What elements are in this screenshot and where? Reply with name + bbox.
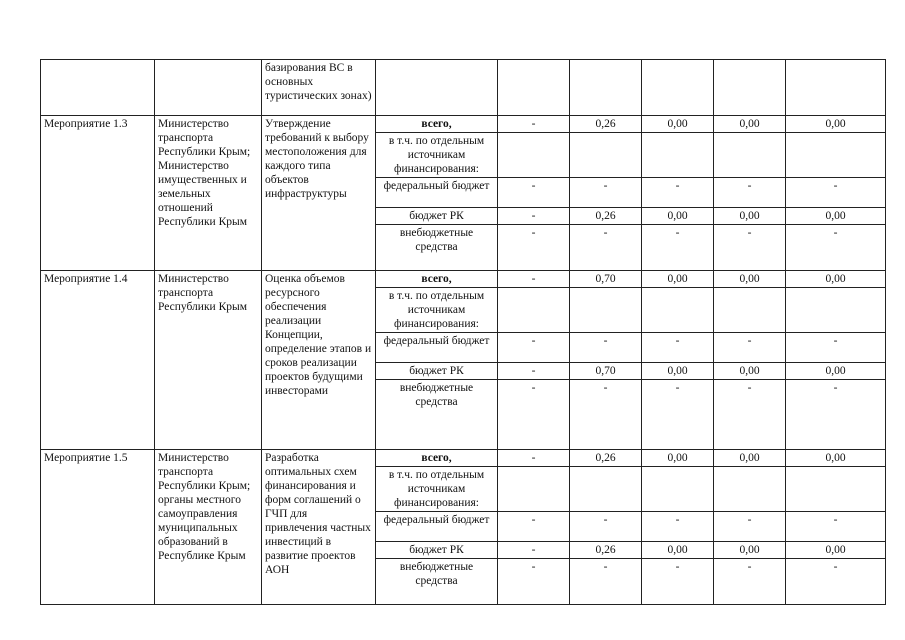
funding-value-cell: -: [714, 178, 786, 208]
funding-value-cell: [714, 288, 786, 333]
funding-table: [40, 59, 886, 605]
funding-value-cell: -: [786, 512, 886, 542]
funding-value-cell: [642, 467, 714, 512]
measure-description-cell: Оценка объемов ресурсного обеспечения реализации Концепции, определение этапов и сроков реализации проектов будущими инвесторами: [262, 271, 376, 450]
funding-source-label: внебюджетные средства: [376, 559, 498, 605]
funding-value-cell: 0,00: [786, 542, 886, 559]
funding-value-cell: -: [642, 512, 714, 542]
fragment-description-cell: базирования ВС в основных туристических зонах): [262, 60, 376, 116]
funding-source-label: всего,: [376, 450, 498, 467]
funding-value-cell: -: [642, 333, 714, 363]
fragment-value-cell: [714, 60, 786, 116]
funding-value-cell: 0,26: [570, 208, 642, 225]
funding-value-cell: -: [714, 512, 786, 542]
fragment-value-cell: [642, 60, 714, 116]
funding-value-cell: [498, 288, 570, 333]
funding-value-cell: -: [786, 178, 886, 208]
funding-value-cell: 0,00: [642, 208, 714, 225]
funding-value-cell: -: [498, 542, 570, 559]
funding-value-cell: -: [714, 559, 786, 605]
funding-value-cell: -: [786, 380, 886, 450]
funding-value-cell: -: [642, 380, 714, 450]
measure-name-cell: Мероприятие 1.3: [41, 116, 155, 271]
funding-value-cell: 0,00: [786, 271, 886, 288]
funding-value-cell: 0,00: [786, 363, 886, 380]
funding-source-label: федеральный бюджет: [376, 178, 498, 208]
funding-value-cell: -: [498, 225, 570, 271]
funding-value-cell: [570, 467, 642, 512]
funding-value-cell: -: [570, 178, 642, 208]
funding-value-cell: [786, 467, 886, 512]
measure-executor-cell: Министерство транспорта Республики Крым; органы местного самоуправления муниципальных образований в Республике Крым: [155, 450, 262, 605]
funding-source-label: всего,: [376, 116, 498, 133]
table-row-fragment: [41, 60, 886, 116]
funding-value-cell: -: [714, 380, 786, 450]
funding-value-cell: -: [642, 559, 714, 605]
funding-source-label: всего,: [376, 271, 498, 288]
funding-source-label: внебюджетные средства: [376, 225, 498, 271]
fragment-source-cell: [376, 60, 498, 116]
funding-value-cell: -: [642, 225, 714, 271]
funding-value-cell: -: [570, 225, 642, 271]
measure-name-cell: Мероприятие 1.4: [41, 271, 155, 450]
funding-source-label: бюджет РК: [376, 542, 498, 559]
funding-value-cell: -: [786, 559, 886, 605]
funding-value-cell: -: [570, 333, 642, 363]
funding-value-cell: -: [570, 380, 642, 450]
measure-name-cell: Мероприятие 1.5: [41, 450, 155, 605]
funding-value-cell: 0,00: [714, 271, 786, 288]
funding-value-cell: -: [570, 512, 642, 542]
funding-value-cell: 0,26: [570, 450, 642, 467]
funding-source-label: в т.ч. по отдельным источникам финансирования:: [376, 133, 498, 178]
funding-source-label: бюджет РК: [376, 363, 498, 380]
funding-value-cell: 0,70: [570, 363, 642, 380]
funding-value-cell: -: [786, 333, 886, 363]
funding-value-cell: [786, 133, 886, 178]
funding-value-cell: [786, 288, 886, 333]
funding-value-cell: 0,00: [714, 450, 786, 467]
funding-value-cell: -: [498, 333, 570, 363]
funding-value-cell: -: [714, 333, 786, 363]
fragment-executor-cell: [155, 60, 262, 116]
funding-value-cell: 0,00: [714, 208, 786, 225]
table-row: [41, 450, 886, 467]
funding-value-cell: 0,00: [642, 450, 714, 467]
funding-value-cell: 0,00: [642, 271, 714, 288]
funding-value-cell: -: [498, 450, 570, 467]
funding-source-label: федеральный бюджет: [376, 512, 498, 542]
funding-value-cell: -: [498, 559, 570, 605]
fragment-value-cell: [498, 60, 570, 116]
funding-source-label: в т.ч. по отдельным источникам финансирования:: [376, 288, 498, 333]
measure-description-cell: Утверждение требований к выбору местоположения для каждого типа объектов инфраструктуры: [262, 116, 376, 271]
funding-value-cell: [642, 288, 714, 333]
funding-value-cell: -: [498, 512, 570, 542]
funding-value-cell: [642, 133, 714, 178]
funding-value-cell: 0,26: [570, 542, 642, 559]
funding-value-cell: [498, 133, 570, 178]
fragment-measure-cell: [41, 60, 155, 116]
funding-source-label: в т.ч. по отдельным источникам финансирования:: [376, 467, 498, 512]
funding-value-cell: -: [570, 559, 642, 605]
funding-value-cell: 0,00: [714, 542, 786, 559]
measure-description-cell: Разработка оптимальных схем финансирования и форм соглашений о ГЧП для привлечения частных инвестиций в развитие проектов АОН: [262, 450, 376, 605]
funding-value-cell: [714, 467, 786, 512]
funding-value-cell: [498, 467, 570, 512]
funding-value-cell: 0,00: [786, 450, 886, 467]
funding-value-cell: 0,00: [642, 116, 714, 133]
funding-value-cell: -: [714, 225, 786, 271]
funding-value-cell: 0,00: [714, 116, 786, 133]
funding-value-cell: 0,26: [570, 116, 642, 133]
table-row: [41, 116, 886, 133]
table-row: [41, 271, 886, 288]
funding-value-cell: [714, 133, 786, 178]
funding-value-cell: -: [498, 208, 570, 225]
funding-value-cell: -: [786, 225, 886, 271]
funding-value-cell: -: [498, 116, 570, 133]
funding-value-cell: 0,70: [570, 271, 642, 288]
fragment-value-cell: [570, 60, 642, 116]
funding-value-cell: -: [498, 363, 570, 380]
fragment-value-cell: [786, 60, 886, 116]
funding-value-cell: -: [498, 178, 570, 208]
funding-value-cell: 0,00: [786, 116, 886, 133]
funding-value-cell: 0,00: [786, 208, 886, 225]
funding-source-label: федеральный бюджет: [376, 333, 498, 363]
measure-executor-cell: Министерство транспорта Республики Крым: [155, 271, 262, 450]
funding-value-cell: -: [498, 380, 570, 450]
funding-value-cell: 0,00: [642, 542, 714, 559]
funding-value-cell: -: [498, 271, 570, 288]
funding-value-cell: [570, 133, 642, 178]
measure-executor-cell: Министерство транспорта Республики Крым; Министерство имущественных и земельных отношений Республики Крым: [155, 116, 262, 271]
funding-value-cell: -: [642, 178, 714, 208]
funding-source-label: внебюджетные средства: [376, 380, 498, 450]
funding-source-label: бюджет РК: [376, 208, 498, 225]
funding-value-cell: [570, 288, 642, 333]
funding-value-cell: 0,00: [642, 363, 714, 380]
funding-value-cell: 0,00: [714, 363, 786, 380]
